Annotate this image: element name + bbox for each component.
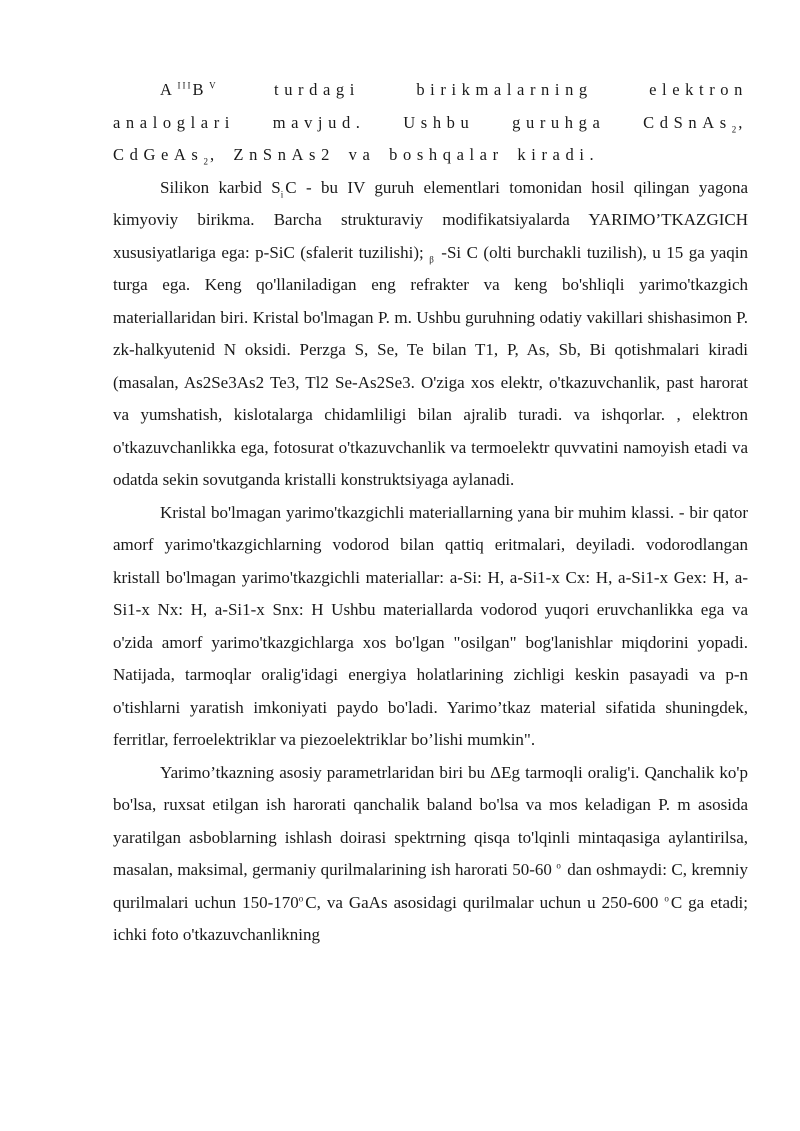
band-gap-text-3: C, va GaAs asosidagi qurilmalar uchun u 250-600 (305, 892, 665, 912)
formula-a: A (160, 80, 178, 99)
analogs-line-1-text: turdagi birikmalarning elektron (274, 80, 748, 99)
degree-mark: o (664, 892, 671, 903)
sic-text: C - bu IV guruh elementlari tomonidan hosil qilingan yagona kimyoviy birikma. Barcha strukturaviy modifikatsiyalarda YARIMO’TKAZGICH xususiyatlariga ega: p-SiC (sfalerit tuzilishi); (113, 177, 748, 262)
band-gap-text-1: Yarimo’tkazning asosiy parametrlaridan biri bu ΔEg tarmoqli oralig'i. Qanchalik ko'p bo'lsa, ruxsat etilgan ish harorati qanchalik baland bo'lsa va mos keladigan P. m asosida yaratilgan asboblarning ishlash doirasi spektrning qisqa to'lqinli mintaqasiga aylantirilsa, masalan, maksimal, germaniy qurilmalarining ish harorati 50-60 (113, 762, 748, 879)
sic-start: Silikon karbid S (160, 177, 281, 197)
band-gap-text-4: C ga etadi; ichki foto o'tkazuvchanlikning (113, 892, 748, 944)
analogs-line-3 (113, 139, 748, 172)
analogs-line-3-part2: , ZnSnAs2 va boshqalar kiradi. (209, 145, 600, 164)
amorphous-text: Kristal bo'lmagan yarimo'tkazgichli materiallarning yana bir muhim klassi. - bir qator amorf yarimo'tkazgichlarning vodorod bilan qattiq eritmalari, deyiladi. vodorodlangan kristall bo'lmagan yarimo'tkazgichli materiallar: a-Si: H, a-Si1-x Cx: H, a-Si1-x Gex: H, a-Si1-x Nx: H, a-Si1-x Snx: H Ushbu materiallarda vodorod yuqori eruvchanlikka ega va o'zida amorf yarimo'tkazgichlarga xos bo'lgan "osilgan" bog'lanishlar miqdorini yopadi. Natijada, tarmoqlar oralig'idagi energiya holatlarining zichligi keskin pasayadi va p-n o'tishlarni yaratish imkoniyati paydo bo'ladi. Yarimo’tkaz material sifatida shuningdek, ferritlar, ferroelektriklar va piezoelektriklar bo’lishi mumkin". (113, 502, 748, 749)
analogs-line-1 (113, 74, 748, 107)
analogs-line-2-text: analoglari mavjud. Ushbu guruhga CdSnAs (113, 112, 732, 132)
formula-b: B (192, 80, 210, 99)
analogs-line-2 (113, 107, 748, 140)
subscript-2: 2 (203, 156, 210, 167)
paragraph-band-gap (113, 757, 748, 952)
superscript-iii: III (177, 80, 193, 91)
comma: , (738, 112, 748, 132)
paragraph-electron-analogs (113, 74, 748, 172)
superscript-v: V (209, 80, 218, 91)
band-gap-text-2: dan oshmaydi: C, kremniy qurilmalari uchun 150-170 (113, 860, 748, 912)
sic-text-continued: -Si C (olti burchakli tuzilish), u 15 ga yaqin turga ega. Keng qo'llaniladigan eng refrakter va keng bo'shliqli yarimo'tkazgich materiallaridan biri. Kristal bo'lmagan P. m. Ushbu guruhning odatiy vakillari shishasimon P. zk-halkyutenid N oksidi. Perzga S, Se, Te bilan T1, P, As, Sb, Bi qotishmalari kiradi (masalan, As2Se3As2 Te3, Tl2 Se-As2Se3. O'ziga xos elektr, o'tkazuvchanlik, past harorat va yumshatish, kislotalarga chidamliligi bilan ajralib turadi. va ishqorlar. , elektron o'tkazuvchanlikka ega, fotosurat o'tkazuvchanlik va termoelektr quvvatini namoyish etadi va odatda sekin sovutganda kristalli konstruktsiyaga aylanadi. (113, 242, 748, 489)
document-body (113, 74, 748, 952)
subscript-beta: β (429, 253, 436, 264)
subscript-i: i (280, 188, 286, 199)
paragraph-amorphous-semiconductors (113, 497, 748, 757)
degree-mark: o (556, 860, 563, 871)
paragraph-silicon-carbide (113, 172, 748, 497)
subscript-2: 2 (731, 123, 739, 134)
analogs-line-3-part1: CdGeAs (113, 145, 204, 164)
degree-mark: o (298, 892, 306, 903)
